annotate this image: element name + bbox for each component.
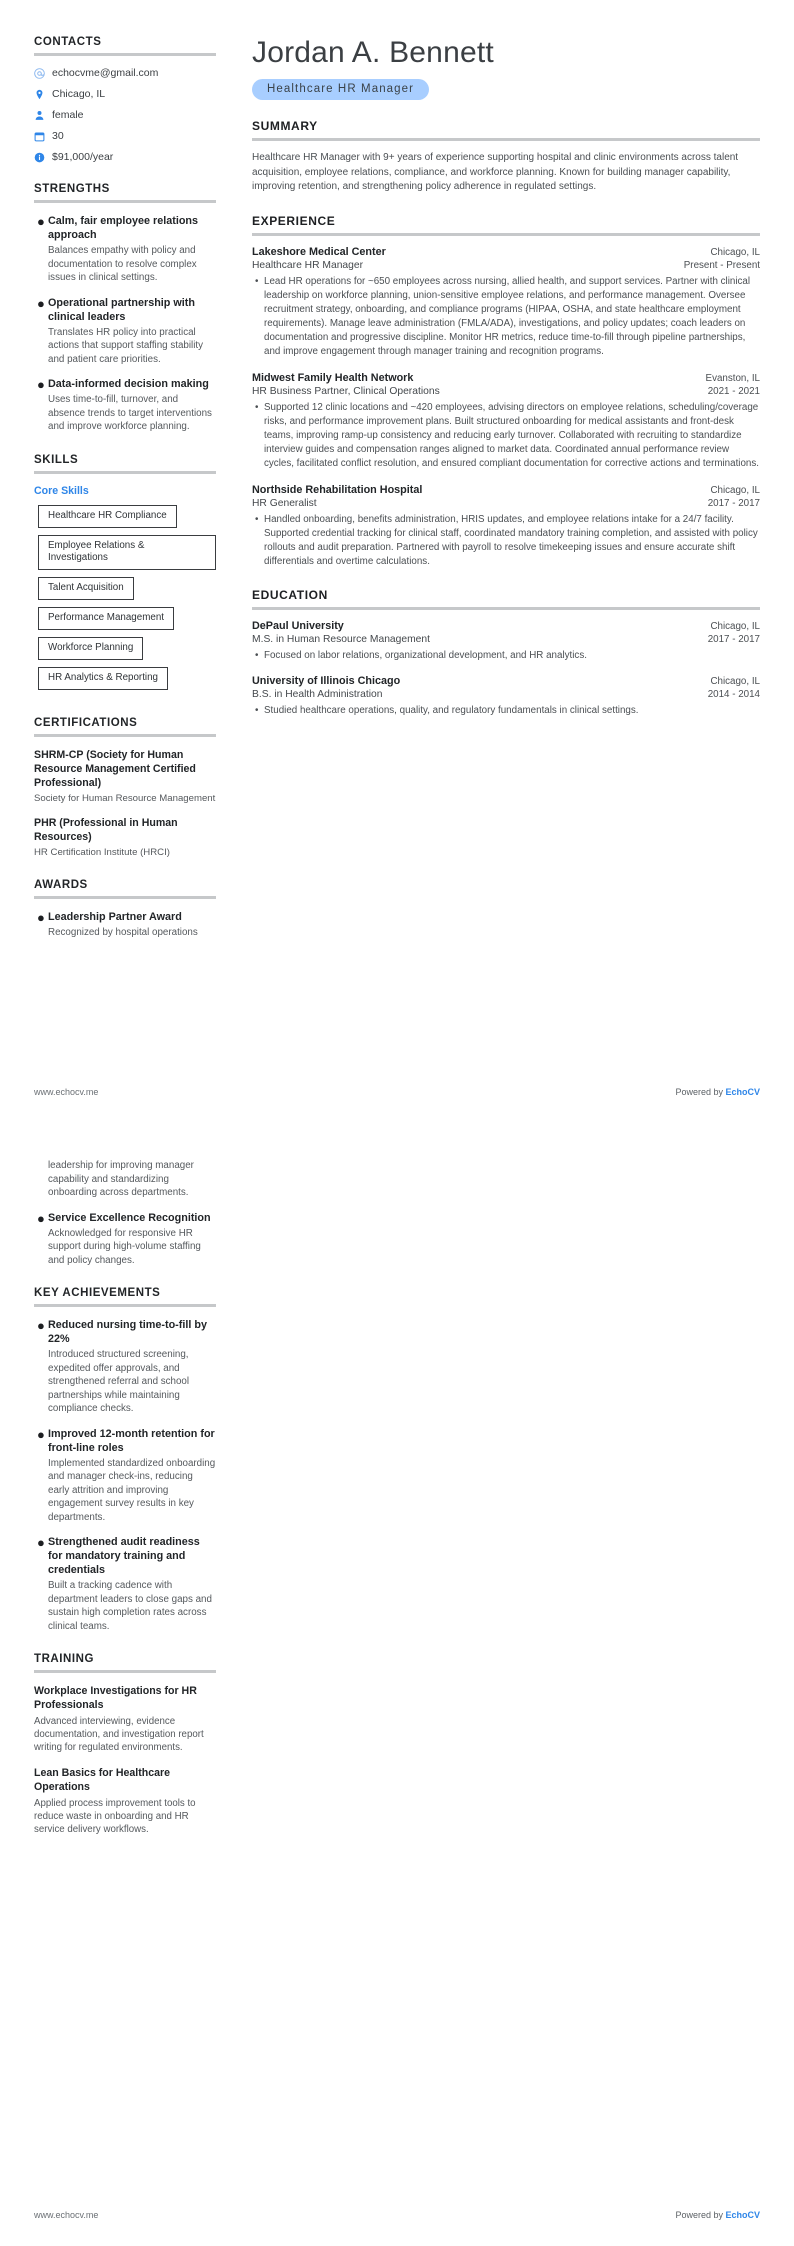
experience-bullet xyxy=(252,275,760,359)
bullet-dot-icon: ● xyxy=(37,214,45,229)
certifications-section xyxy=(34,717,216,859)
section-divider xyxy=(252,607,760,610)
training-name: Workplace Investigations for HR Professionals xyxy=(34,1685,197,1711)
footer-powered-prefix: Powered by xyxy=(675,2210,726,2220)
skill-chip[interactable]: Workforce Planning xyxy=(38,637,143,660)
skill-chip[interactable]: Performance Management xyxy=(38,607,174,630)
training-item xyxy=(34,1766,216,1836)
strength-item xyxy=(34,214,216,285)
person-icon xyxy=(34,110,45,121)
strength-head: Operational partnership with clinical leaders xyxy=(48,296,195,323)
strengths-title: STRENGTHS xyxy=(34,183,110,195)
contact-location xyxy=(34,88,216,100)
education-bullet xyxy=(252,649,760,663)
strength-desc: Translates HR policy into practical actions that support staffing stability and patient care priorities. xyxy=(48,326,204,365)
achievement-desc: Introduced structured screening, expedited offer approvals, and strengthened referral and school partnerships while maintaining compliance checks. xyxy=(48,1349,190,1414)
bullet-dot-icon: ● xyxy=(37,377,45,392)
skill-chip-list xyxy=(34,505,216,697)
bullet-dot-icon: ● xyxy=(37,909,45,925)
section-divider xyxy=(34,200,216,203)
certification-item xyxy=(34,748,216,805)
sidebar xyxy=(34,36,230,959)
section-divider xyxy=(252,138,760,141)
award-head: Service Excellence Recognition xyxy=(48,1211,211,1224)
bullet-dot-icon: • xyxy=(255,704,259,716)
resume-page-2 xyxy=(0,1123,794,2246)
sidebar-continued xyxy=(34,1159,230,1856)
key-achievements-title: KEY ACHIEVEMENTS xyxy=(34,1287,161,1299)
page-footer xyxy=(34,1087,760,1097)
bullet-dot-icon: • xyxy=(255,513,259,525)
footer-brand-name: EchoCV xyxy=(725,2210,760,2220)
experience-section xyxy=(252,214,760,569)
summary-title: SUMMARY xyxy=(252,119,318,133)
contact-salary-value: $91,000/year xyxy=(52,151,114,163)
skill-chip[interactable]: Employee Relations & Investigations xyxy=(38,535,216,570)
education-item xyxy=(252,675,760,718)
footer-site[interactable]: www.echocv.me xyxy=(34,2210,99,2220)
email-icon xyxy=(34,68,45,79)
experience-location: Chicago, IL xyxy=(710,484,760,496)
info-icon xyxy=(34,152,45,163)
experience-bullet-text: Handled onboarding, benefits administration, HRIS updates, and employee relations intake for a 24/7 facility. Supported credential tracking for clinical staff, coordinated mandatory training completion, and assisted with policy rollouts and audit preparation. Partnered with payroll to resolve timekeeping issues and ensure accurate shift differentials and overtime calculations. xyxy=(264,513,758,567)
page-footer xyxy=(34,2210,760,2220)
awards-section xyxy=(34,879,216,940)
achievement-head: Reduced nursing time-to-fill by 22% xyxy=(48,1319,207,1345)
skills-section xyxy=(34,454,216,697)
certification-name: PHR (Professional in Human Resources) xyxy=(34,816,178,843)
contact-salary xyxy=(34,151,216,163)
section-divider xyxy=(34,1304,216,1307)
bullet-dot-icon: ● xyxy=(37,295,45,311)
experience-location: Evanston, IL xyxy=(705,372,760,384)
footer-brand xyxy=(675,2210,760,2220)
section-divider xyxy=(34,53,216,56)
footer-brand xyxy=(675,1087,760,1097)
experience-dates: 2021 - 2021 xyxy=(707,385,760,397)
training-desc: Advanced interviewing, evidence documentation, and investigation report writing for regulated environments. xyxy=(34,1716,204,1753)
contact-gender xyxy=(34,109,216,121)
section-divider xyxy=(34,896,216,899)
main-content xyxy=(230,36,760,737)
experience-bullet xyxy=(252,401,760,471)
footer-brand-name: EchoCV xyxy=(725,1087,760,1097)
contact-location-value: Chicago, IL xyxy=(52,88,106,100)
education-school: DePaul University xyxy=(252,619,344,632)
experience-org: Northside Rehabilitation Hospital xyxy=(252,483,423,496)
section-divider xyxy=(34,734,216,737)
experience-role: HR Generalist xyxy=(252,497,317,509)
education-degree: B.S. in Health Administration xyxy=(252,688,383,700)
experience-dates: 2017 - 2017 xyxy=(707,497,760,509)
strength-desc: Uses time-to-fill, turnover, and absence trends to target interventions and improve workforce planning. xyxy=(48,394,212,432)
achievement-desc: Built a tracking cadence with department leaders to close gaps and sustain high completion rates across clinical teams. xyxy=(48,1580,212,1632)
section-divider xyxy=(34,471,216,474)
experience-org: Midwest Family Health Network xyxy=(252,371,414,384)
experience-bullet-text: Supported 12 clinic locations and ~420 employees, advising directors on employee relations, scheduling/coverage risks, and performance improvement plans. Built structured onboarding for medical assistants and front-desk teams, improving ramp-up consistency and reducing early turnover. Collaborated with recruiting to standardize interview guides and compensation ranges aligned to market data. Coordinated annual performance review cycles, facilitated conflict resolution, and ensured compliant documentation for corrective actions and terminations. xyxy=(264,401,759,469)
certification-org: HR Certification Institute (HRCI) xyxy=(34,846,170,858)
experience-item xyxy=(252,246,760,359)
award-desc: Acknowledged for responsive HR support during high-volume staffing and policy changes. xyxy=(48,1227,201,1266)
certifications-title: CERTIFICATIONS xyxy=(34,716,138,729)
bullet-dot-icon: ● xyxy=(37,1210,45,1226)
education-location: Chicago, IL xyxy=(710,620,760,632)
strengths-section xyxy=(34,183,216,434)
bullet-dot-icon: ● xyxy=(37,1318,45,1333)
contacts-section xyxy=(34,36,216,163)
summary-text: Healthcare HR Manager with 9+ years of experience supporting hospital and clinic environments across talent acquisition, employee relations, compliance, and workforce planning. Known for building manager capability, improving retention, and strengthening policy adherence in regulated settings. xyxy=(252,152,739,192)
strength-head: Data-informed decision making xyxy=(48,378,209,390)
footer-powered-prefix: Powered by xyxy=(675,1087,726,1097)
skill-chip[interactable]: HR Analytics & Reporting xyxy=(38,667,168,690)
education-degree: M.S. in Human Resource Management xyxy=(252,633,430,645)
training-section xyxy=(34,1653,216,1836)
contacts-title: CONTACTS xyxy=(34,36,102,48)
bullet-dot-icon: • xyxy=(255,649,259,661)
education-bullet-text: Focused on labor relations, organizational development, and HR analytics. xyxy=(264,649,587,661)
education-bullet xyxy=(252,704,760,718)
education-location: Chicago, IL xyxy=(710,675,760,687)
contact-email-value: echocvme@gmail.com xyxy=(52,67,159,79)
footer-site[interactable]: www.echocv.me xyxy=(34,1087,99,1097)
experience-title: EXPERIENCE xyxy=(252,213,336,228)
experience-bullet-text: Lead HR operations for ~650 employees across nursing, allied health, and support services. Partner with clinical leadership on workforce planning, union-sensitive employee relations, and performance management. Oversee recruitment strategy, onboarding, and compliance programs (HIPAA, OSHA, and state healthcare employment requirements). Manage leave administration (FMLA/ADA), investigations, and policy updates; coach leaders on documentation and progressive discipline. Monitor HR metrics, reduce time-to-fill through pipeline partnerships, and improve engagement through manager training and recognition programs. xyxy=(264,275,751,357)
award-head: Leadership Partner Award xyxy=(48,910,182,923)
award-item-continued xyxy=(34,1159,216,1200)
experience-role: Healthcare HR Manager xyxy=(252,259,364,271)
contact-age xyxy=(34,130,216,142)
summary-section xyxy=(252,119,760,195)
strength-desc: Balances empathy with policy and documentation to resolve complex issues in clinical settings. xyxy=(48,245,197,283)
education-bullet-text: Studied healthcare operations, quality, and regulatory fundamentals in clinical settings. xyxy=(264,704,639,716)
achievement-head: Improved 12-month retention for front-line roles xyxy=(48,1427,215,1454)
strength-item xyxy=(34,377,216,434)
award-desc: Recognized by hospital operations xyxy=(48,926,198,938)
headline-badge: Healthcare HR Manager xyxy=(252,79,429,100)
strength-head: Calm, fair employee relations approach xyxy=(48,215,199,241)
education-school: University of Illinois Chicago xyxy=(252,674,401,687)
page-title: Jordan A. Bennett xyxy=(252,36,494,69)
calendar-icon xyxy=(34,131,45,142)
achievement-item xyxy=(34,1318,216,1416)
training-item xyxy=(34,1684,216,1754)
certification-name: SHRM-CP (Society for Human Resource Management Certified Professional) xyxy=(34,748,196,789)
contact-gender-value: female xyxy=(52,109,84,121)
experience-role: HR Business Partner, Clinical Operations xyxy=(252,385,440,397)
education-dates: 2017 - 2017 xyxy=(707,633,760,645)
education-title: EDUCATION xyxy=(252,587,328,602)
education-section xyxy=(252,588,760,718)
experience-item xyxy=(252,484,760,569)
achievement-item xyxy=(34,1535,216,1633)
award-desc-continued: leadership for improving manager capability and standardizing onboarding across departments. xyxy=(48,1160,194,1198)
contact-email[interactable] xyxy=(34,67,216,79)
awards-continued-section xyxy=(34,1159,216,1267)
experience-org: Lakeshore Medical Center xyxy=(252,245,386,258)
experience-bullet xyxy=(252,513,760,569)
skills-group-label: Core Skills xyxy=(34,484,89,497)
bullet-dot-icon: ● xyxy=(37,1535,45,1550)
section-divider xyxy=(252,233,760,236)
certification-item xyxy=(34,816,216,859)
training-desc: Applied process improvement tools to reduce waste in onboarding and HR service delivery workflows. xyxy=(34,1798,196,1835)
experience-location: Chicago, IL xyxy=(710,246,760,258)
skill-chip[interactable]: Healthcare HR Compliance xyxy=(38,505,177,528)
contact-age-value: 30 xyxy=(52,130,64,142)
experience-item xyxy=(252,372,760,471)
training-title: TRAINING xyxy=(34,1653,94,1665)
location-pin-icon xyxy=(34,89,45,100)
bullet-dot-icon: • xyxy=(255,275,259,287)
achievement-head: Strengthened audit readiness for mandatory training and credentials xyxy=(48,1536,200,1576)
certification-org: Society for Human Resource Management xyxy=(34,792,216,804)
key-achievements-section xyxy=(34,1287,216,1633)
skill-chip[interactable]: Talent Acquisition xyxy=(38,577,134,600)
experience-dates: Present - Present xyxy=(683,259,760,271)
achievement-item xyxy=(34,1427,216,1525)
strength-item xyxy=(34,296,216,367)
award-item xyxy=(34,1211,216,1268)
training-name: Lean Basics for Healthcare Operations xyxy=(34,1767,171,1793)
bullet-dot-icon: ● xyxy=(37,1426,45,1442)
award-item xyxy=(34,910,216,940)
skills-title: SKILLS xyxy=(34,453,79,466)
education-item xyxy=(252,620,760,663)
achievement-desc: Implemented standardized onboarding and manager check-ins, reducing early attrition and improving engagement survey results in key departments. xyxy=(48,1457,216,1523)
section-divider xyxy=(34,1670,216,1673)
awards-title: AWARDS xyxy=(34,878,88,891)
bullet-dot-icon: • xyxy=(255,401,259,413)
education-dates: 2014 - 2014 xyxy=(707,688,760,700)
